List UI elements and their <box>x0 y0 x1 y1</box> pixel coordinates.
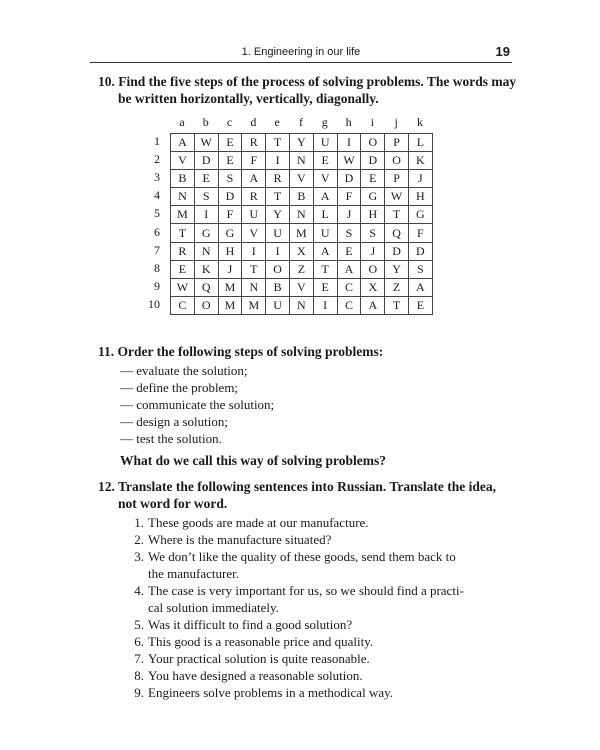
grid-cell: L <box>313 206 337 224</box>
grid-column-label: k <box>417 115 423 129</box>
grid-cell: G <box>408 206 432 224</box>
grid-row <box>171 170 433 188</box>
grid-row-label: 5 <box>154 206 160 221</box>
grid-cell: A <box>242 170 266 188</box>
grid-column-label: e <box>274 115 280 129</box>
task-10-number: 10. <box>98 74 115 89</box>
grid-cell: Y <box>385 260 409 278</box>
task-10-line-1: Find the five steps of the process of solving problems. The words may <box>118 74 517 89</box>
grid-cell: W <box>194 134 218 152</box>
grid-cell: K <box>194 260 218 278</box>
grid-cell: K <box>408 152 432 170</box>
grid-cell: C <box>171 296 195 314</box>
grid-cell: E <box>218 134 242 152</box>
grid-cell: O <box>361 260 385 278</box>
grid-row-label: 10 <box>148 296 160 311</box>
grid-cell: V <box>171 152 195 170</box>
task-11-steps <box>120 362 500 447</box>
sentence-text: The case is very important for us, so we should find a practi- <box>148 583 464 598</box>
sentence-text: Your practical solution is quite reasonable. <box>148 651 370 666</box>
sentence-text: These goods are made at our manufacture. <box>148 515 369 530</box>
grid-cell: P <box>385 170 409 188</box>
sentence-item <box>120 650 520 667</box>
grid-cell: J <box>408 170 432 188</box>
sentence-item <box>120 684 520 701</box>
grid-cell: D <box>218 188 242 206</box>
step-item: — test the solution. <box>120 431 222 446</box>
sentence-number: 4. <box>134 583 144 598</box>
grid-cell: M <box>242 296 266 314</box>
task-11-title: Order the following steps of solving problems: <box>117 344 384 359</box>
grid-cell: Q <box>194 278 218 296</box>
grid-cell: T <box>171 224 195 242</box>
grid-cell: T <box>242 260 266 278</box>
grid-cell: G <box>361 188 385 206</box>
sentence-item <box>120 514 520 531</box>
sentence-number: 1. <box>134 515 144 530</box>
grid-row <box>171 188 433 206</box>
grid-row-label: 6 <box>154 224 160 239</box>
grid-cell: I <box>337 134 361 152</box>
grid-cell: G <box>194 224 218 242</box>
grid-cell: R <box>171 242 195 260</box>
grid-row <box>171 260 433 278</box>
grid-cell: N <box>242 278 266 296</box>
grid-cell: D <box>194 152 218 170</box>
grid-row-label: 4 <box>154 188 160 203</box>
grid-cell: A <box>337 260 361 278</box>
grid-cell: U <box>266 224 290 242</box>
grid-cell: O <box>194 296 218 314</box>
grid-cell: A <box>313 188 337 206</box>
grid-row-label: 1 <box>154 134 160 148</box>
grid-cell: R <box>266 170 290 188</box>
task-12-sentences <box>120 514 520 701</box>
grid-cell: M <box>171 206 195 224</box>
grid-row <box>171 224 433 242</box>
sentence-text: We don’t like the quality of these goods, send them back to <box>148 549 456 564</box>
grid-cell: S <box>408 260 432 278</box>
grid-cell: E <box>313 152 337 170</box>
step-item: — evaluate the solution; <box>120 363 248 378</box>
grid-cell: R <box>242 188 266 206</box>
grid-row <box>171 134 433 152</box>
grid-cell: I <box>313 296 337 314</box>
grid-row-label: 9 <box>154 278 160 293</box>
grid-cell: C <box>337 278 361 296</box>
grid-cell: I <box>266 152 290 170</box>
grid-cell: U <box>266 296 290 314</box>
grid-cell: I <box>242 242 266 260</box>
sentence-number: 5. <box>134 617 144 632</box>
sentence-item <box>120 633 520 650</box>
grid-row <box>171 296 433 314</box>
word-search-grid <box>170 133 433 315</box>
sentence-text: Engineers solve problems in a methodical way. <box>148 685 394 700</box>
grid-cell: E <box>337 242 361 260</box>
grid-cell: G <box>218 224 242 242</box>
grid-cell: T <box>313 260 337 278</box>
grid-column-label: f <box>299 115 303 129</box>
grid-cell: B <box>289 188 313 206</box>
grid-cell: A <box>313 242 337 260</box>
grid-cell: H <box>218 242 242 260</box>
grid-cell: A <box>408 278 432 296</box>
grid-cell: T <box>385 206 409 224</box>
grid-cell: Q <box>385 224 409 242</box>
grid-cell: Y <box>289 134 313 152</box>
grid-column-label: a <box>179 115 185 129</box>
step-item: — define the problem; <box>120 380 239 395</box>
grid-cell: F <box>408 224 432 242</box>
sentence-text: cal solution immediately. <box>148 600 279 615</box>
grid-cell: M <box>218 278 242 296</box>
grid-cell: S <box>218 170 242 188</box>
grid-cell: I <box>194 206 218 224</box>
grid-cell: I <box>266 242 290 260</box>
step-item: — design a solution; <box>120 414 228 429</box>
grid-cell: O <box>266 260 290 278</box>
grid-cell: N <box>289 206 313 224</box>
grid-row-label: 7 <box>154 242 160 257</box>
grid-row <box>171 152 433 170</box>
grid-cell: J <box>361 242 385 260</box>
page-header <box>90 44 512 64</box>
grid-cell: A <box>171 134 195 152</box>
grid-cell: X <box>361 278 385 296</box>
grid-cell: V <box>313 170 337 188</box>
sentence-item <box>120 531 520 548</box>
grid-cell: N <box>289 296 313 314</box>
grid-cell: F <box>337 188 361 206</box>
grid-cell: W <box>171 278 195 296</box>
task-11-heading <box>98 343 538 360</box>
grid-row-label: 8 <box>154 260 160 275</box>
sentence-text: Was it difficult to find a good solution? <box>148 617 353 632</box>
grid-cell: B <box>171 170 195 188</box>
grid-cell: W <box>385 188 409 206</box>
grid-cell: D <box>385 242 409 260</box>
grid-cell: U <box>242 206 266 224</box>
step-item: — communicate the solution; <box>120 397 275 412</box>
grid-cell: Y <box>266 206 290 224</box>
grid-cell: L <box>408 134 432 152</box>
grid-cell: E <box>361 170 385 188</box>
grid-cell: E <box>218 152 242 170</box>
task-11-question: What do we call this way of solving problems? <box>120 453 387 468</box>
grid-column-label: i <box>370 115 375 129</box>
task-11-number: 11. <box>98 344 115 359</box>
grid-cell: D <box>408 242 432 260</box>
grid-column-label: h <box>345 115 352 129</box>
sentence-text: This good is a reasonable price and quality. <box>148 634 374 649</box>
sentence-number: 6. <box>134 634 144 649</box>
grid-cell: T <box>385 296 409 314</box>
sentence-text: Where is the manufacture situated? <box>148 532 332 547</box>
grid-cell: X <box>289 242 313 260</box>
grid-cell: H <box>408 188 432 206</box>
grid-cell: S <box>194 188 218 206</box>
chapter-title: 1. Engineering in our life <box>241 46 361 58</box>
grid-cell: A <box>361 296 385 314</box>
grid-column-label: d <box>250 115 257 129</box>
grid-cell: O <box>385 152 409 170</box>
sentence-item <box>120 667 520 684</box>
grid-cell: N <box>171 188 195 206</box>
grid-row <box>171 278 433 296</box>
grid-cell: W <box>337 152 361 170</box>
sentence-number: 3. <box>134 549 144 564</box>
grid-cell: O <box>361 134 385 152</box>
grid-row-label: 3 <box>154 170 160 185</box>
grid-cell: D <box>361 152 385 170</box>
grid-cell: M <box>218 296 242 314</box>
task-10-heading <box>98 73 538 107</box>
grid-cell: E <box>313 278 337 296</box>
grid-cell: S <box>361 224 385 242</box>
grid-row <box>171 242 433 260</box>
grid-cell: C <box>337 296 361 314</box>
grid-cell: B <box>266 278 290 296</box>
sentence-text: You have designed a reasonable solution. <box>148 668 363 683</box>
sentence-number: 7. <box>134 651 144 666</box>
sentence-number: 9. <box>134 685 144 700</box>
grid-cell: V <box>289 278 313 296</box>
grid-cell: N <box>194 242 218 260</box>
grid-cell: P <box>385 134 409 152</box>
sentence-item <box>120 582 520 616</box>
grid-cell: M <box>289 224 313 242</box>
sentence-text: the manufacturer. <box>148 566 239 581</box>
grid-column-label: c <box>226 115 233 129</box>
task-12-line-2: not word for word. <box>118 496 228 511</box>
task-12-line-1: Translate the following sentences into Russian. Translate the idea, <box>118 479 497 494</box>
grid-cell: F <box>218 206 242 224</box>
grid-column-label: b <box>202 115 209 129</box>
grid-cell: J <box>218 260 242 278</box>
grid-row <box>171 206 433 224</box>
grid-cell: E <box>171 260 195 278</box>
task-12-heading <box>98 478 538 512</box>
sentence-item <box>120 616 520 633</box>
grid-row-label: 2 <box>154 152 160 167</box>
grid-cell: U <box>313 134 337 152</box>
grid-cell: V <box>242 224 266 242</box>
sentence-number: 2. <box>134 532 144 547</box>
grid-cell: Z <box>289 260 313 278</box>
page-number: 19 <box>495 44 510 59</box>
grid-column-label: j <box>394 115 398 129</box>
sentence-number: 8. <box>134 668 144 683</box>
grid-cell: T <box>266 188 290 206</box>
grid-cell: J <box>337 206 361 224</box>
task-10-line-2: be written horizontally, vertically, diagonally. <box>118 91 379 106</box>
sentence-item <box>120 548 520 582</box>
grid-cell: N <box>289 152 313 170</box>
grid-cell: H <box>361 206 385 224</box>
grid-cell: E <box>194 170 218 188</box>
grid-cell: U <box>313 224 337 242</box>
grid-cell: E <box>408 296 432 314</box>
header-rule <box>90 62 512 63</box>
grid-cell: F <box>242 152 266 170</box>
task-12-number: 12. <box>98 479 115 494</box>
grid-cell: V <box>289 170 313 188</box>
grid-cell: R <box>242 134 266 152</box>
grid-cell: D <box>337 170 361 188</box>
grid-cell: S <box>337 224 361 242</box>
grid-column-label: g <box>321 115 328 129</box>
grid-cell: Z <box>385 278 409 296</box>
grid-cell: T <box>266 134 290 152</box>
